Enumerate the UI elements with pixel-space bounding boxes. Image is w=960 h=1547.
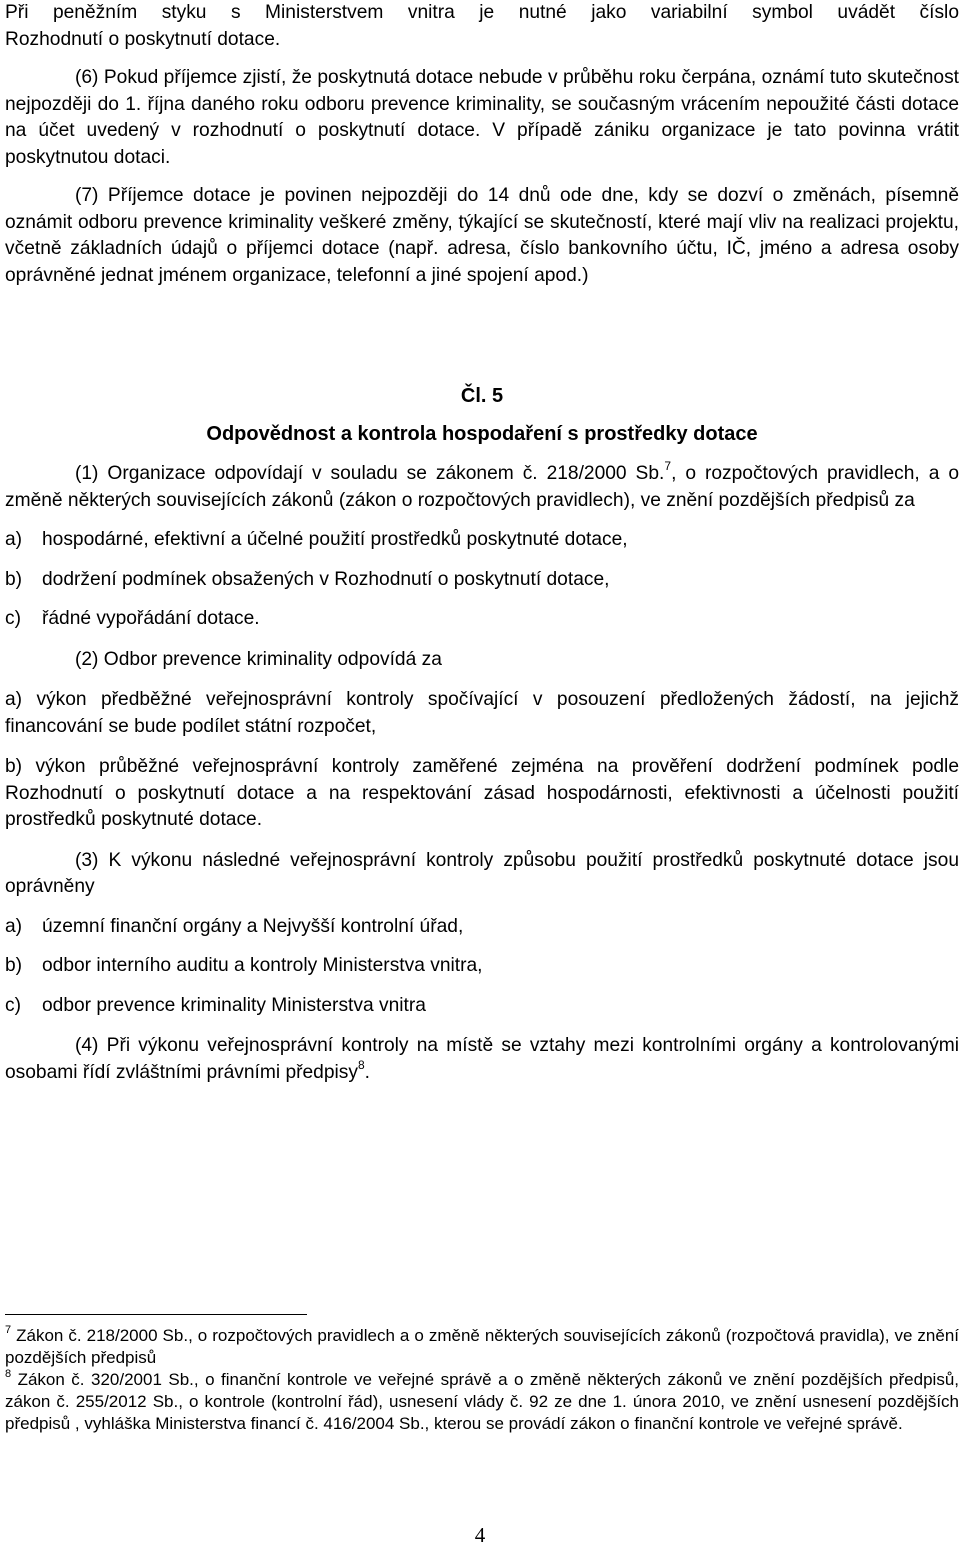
section-1-text-start: (1) Organizace odpovídají v souladu se zákonem č. 218/2000 Sb. xyxy=(75,463,665,484)
footnote-text: , o rozpočtových pravidlech a o změně některých souvisejících zákonů (rozpočtová pravidla), ve znění pozdějších předpisů xyxy=(5,1326,960,1367)
section-2-item-a: a) výkon předběžné veřejnosprávní kontroly spočívající v posouzení předložených žádostí, na jejichž financování se bude podílet státní rozpočet, xyxy=(5,689,959,737)
footnote-number: 8 xyxy=(5,1368,12,1380)
footnote-law-title: Zákon č. 218/2000 Sb. xyxy=(16,1326,189,1345)
list-item xyxy=(5,606,959,633)
footnote-ref-8: 8 xyxy=(357,1057,365,1072)
list-item-label: a) xyxy=(5,915,23,937)
section-2-intro: (2) Odbor prevence kriminality odpovídá za xyxy=(75,648,442,670)
section-2-item-b: b) výkon průběžné veřejnosprávní kontroly zaměřené zejména na prověření dodržení podmínek podle Rozhodnutí o poskytnutí dotace a na respektování zásad hospodárnosti, efektivnosti a účelnosti použití prostředků poskytnuté dotace. xyxy=(5,756,959,830)
list-item-label: b) xyxy=(5,955,23,976)
section-4-text: (4) Při výkonu veřejnosprávní kontroly na místě se vztahy mezi kontrolními orgány a kontrolovanými osobami řídí zvláštními právními předpisy xyxy=(5,1035,959,1083)
list-item-label: c) xyxy=(5,994,21,1016)
list-item-text: řádné vypořádání dotace. xyxy=(42,608,260,629)
list-item xyxy=(5,993,959,1020)
payment-note-line-2: Rozhodnutí o poskytnutí dotace. xyxy=(5,28,281,50)
list-item-text: dodržení podmínek obsažených v Rozhodnutí o poskytnutí dotace, xyxy=(42,568,610,590)
footnote-7 xyxy=(5,1325,959,1369)
list-item-label: c) xyxy=(5,608,21,629)
page-number: 4 xyxy=(474,1523,486,1547)
footnote-number: 7 xyxy=(5,1324,12,1336)
footnote-text: , o finanční kontrole ve veřejné správě a o změně některých zákonů ve znění pozdějších předpisů, zákon č. 255/2012 Sb., o kontrole (kontrolní řád), usnesení vlády č. 92 ze dne 1. února 2010, ve znění usnesení pozdějších předpisů , vyhláška Ministerstva financí č. 416/2004 Sb., kterou se provádí zákon o finanční kontrole ve veřejné správě. xyxy=(5,1370,959,1433)
footnote-law-title: Zákon č. 320/2001 Sb. xyxy=(17,1370,194,1389)
section-1-paragraph xyxy=(5,461,959,514)
paragraph-6: (6) Pokud příjemce zjistí, že poskytnutá dotace nebude v průběhu roku čerpána, oznámí tuto skutečnost nejpozději do 1. října daného roku odboru prevence kriminality, se současným vrácením nepoužité části dotace na účet uvedený v rozhodnutí o poskytnutí dotace. V případě zániku organizace je tato povinna vrátit poskytnutou dotaci. xyxy=(5,67,959,168)
section-4-end: . xyxy=(364,1061,370,1083)
list-item-text: odbor interního auditu a kontroly Ministerstva vnitra, xyxy=(42,955,483,976)
list-item-text: odbor prevence kriminality Ministerstva vnitra xyxy=(42,994,426,1016)
section-3-intro: (3) K výkonu následné veřejnosprávní kontroly způsobu použití prostředků poskytnuté dotace jsou oprávněny xyxy=(5,849,959,897)
list-item xyxy=(5,914,959,941)
list-item-text: územní finanční orgány a Nejvyšší kontrolní úřad, xyxy=(42,915,464,937)
footnote-8 xyxy=(5,1369,959,1435)
list-item xyxy=(5,567,959,594)
footnotes xyxy=(5,1325,959,1435)
section-1-text-end: , o rozpočtových pravidlech, a o změně některých souvisejících zákonů (zákon o rozpočtových pravidlech), ve znění pozdějších předpisů za xyxy=(5,463,959,511)
document-page xyxy=(5,0,959,1086)
list-item-label: a) xyxy=(5,529,23,550)
payment-note-line-1: Při peněžním styku s Ministerstvem vnitra je nutné jako variabilní symbol uvádět číslo xyxy=(5,2,959,23)
list-item-label: b) xyxy=(5,568,23,590)
list-item xyxy=(5,527,959,554)
article-title: Odpovědnost a kontrola hospodaření s prostředky dotace xyxy=(206,422,758,445)
list-item-text: hospodárné, efektivní a účelné použití prostředků poskytnuté dotace, xyxy=(42,529,628,550)
section-4-paragraph xyxy=(5,1033,959,1086)
footnote-separator xyxy=(5,1314,307,1315)
paragraph-7: (7) Příjemce dotace je povinen nejpozději do 14 dnů ode dne, kdy se dozví o změnách, písemně oznámit odboru prevence kriminality veškeré změny, týkající se skutečností, které mají vliv na realizaci projektu, včetně základních údajů o příjemci dotace (např. adresa, číslo bankovního účtu, IČ, jméno a adresa osoby oprávněné jednat jménem organizace, telefonní a jiné spojení apod.) xyxy=(5,185,959,286)
list-item xyxy=(5,953,959,980)
article-number: Čl. 5 xyxy=(460,385,504,407)
footnote-ref-7: 7 xyxy=(664,459,672,473)
